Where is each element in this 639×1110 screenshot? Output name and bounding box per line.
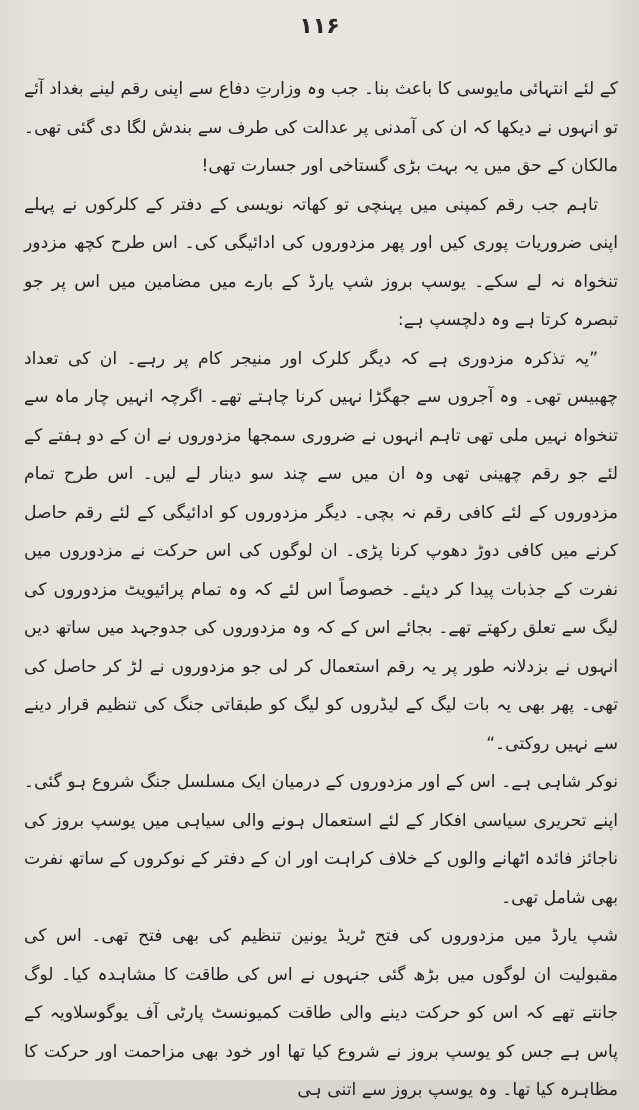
page-body-text (24, 70, 618, 1110)
paragraph-3-quote: ”یہ تذکرہ مزدوری ہے کہ دیگر کلرک اور منیجر کام پر رہے۔ ان کی تعداد چھبیس تھی۔ وہ آجروں سے جھگڑا نہیں کرنا چاہتے تھے۔ اگرچہ انہیں چار ماہ سے تنخواہ نہیں ملی تھی تاہم انہوں نے ضروری سمجھا مزدوروں نے ان کے دو ہفتے کے لئے جو رقم چھینی تھی وہ ان میں سے چند سو دینار لے لیں۔ اس طرح تمام مزدوروں کے لئے کافی رقم نہ بچی۔ دیگر مزدوروں کو ادائیگی کے لئے رقم حاصل کرنے میں کافی دوڑ دھوپ کرنا پڑی۔ ان لوگوں کی اس حرکت نے مزدوروں میں نفرت کے جذبات پیدا کر دیئے۔ خصوصاً اس لئے کہ وہ تمام پرائیویٹ مزدوروں کی لیگ سے تعلق رکھتے تھے۔ بجائے اس کے کہ وہ مزدوروں کی جدوجہد میں ساتھ دیں انہوں نے بزدلانہ طور پر یہ رقم استعمال کر لی جو مزدوروں نے لڑ کر حاصل کی تھی۔ پھر بھی یہ بات لیگ کے لیڈروں کو لیگ کو طبقاتی جنگ کی تنظیم قرار دینے سے نہیں روکتی۔“ (24, 348, 618, 754)
paragraph-2: تاہم جب رقم کمپنی میں پہنچی تو کھاتہ نویسی کے دفتر کے کلرکوں نے پہلے اپنی ضروریات پوری کیں اور پھر مزدوروں کی ادائیگی کی۔ اس طرح کچھ مزدور تنخواہ نہ لے سکے۔ یوسپ بروز شپ یارڈ کے بارے میں مضامین میں اس پر جو تبصرہ کرتا ہے وہ دلچسپ ہے: (24, 194, 618, 330)
paragraph-4: نوکر شاہی ہے۔ اس کے اور مزدوروں کے درمیان ایک مسلسل جنگ شروع ہو گئی۔ اپنے تحریری سیاسی افکار کے لئے استعمال ہونے والی سیاہی میں یوسپ بروز کی ناجائز فائدہ اٹھانے والوں کے خلاف کراہت اور ان کے دفتر کے نوکروں کے ساتھ نفرت بھی شامل تھی۔ (24, 772, 618, 908)
paragraph-5: شپ یارڈ میں مزدوروں کی فتح ٹریڈ یونین تنظیم کی بھی فتح تھی۔ اس کی مقبولیت ان لوگوں میں بڑھ گئی جنہوں نے اس کی طاقت کا مشاہدہ کیا۔ لوگ جانتے تھے کہ اس کو حرکت دینے والی طاقت کمیونسٹ پارٹی آف یوگوسلاویہ کے پاس ہے جس کو یوسپ بروز نے شروع کیا تھا اور خود بھی مزاحمت اور حرکت کا مظاہرہ کیا تھا۔ وہ یوسپ بروز سے اتنی ہی (24, 926, 618, 1100)
page-number: ۱۱۶ (299, 14, 340, 39)
paragraph-1: کے لئے انتہائی مایوسی کا باعث بنا۔ جب وہ وزارتِ دفاع سے اپنی رقم لینے بغداد آئے تو انہوں نے دیکھا کہ ان کی آمدنی پر عدالت کی طرف سے بندش لگا دی گئی تھی۔ مالکان کے حق میں یہ بہت بڑی گستاخی اور جسارت تھی! (24, 79, 618, 176)
